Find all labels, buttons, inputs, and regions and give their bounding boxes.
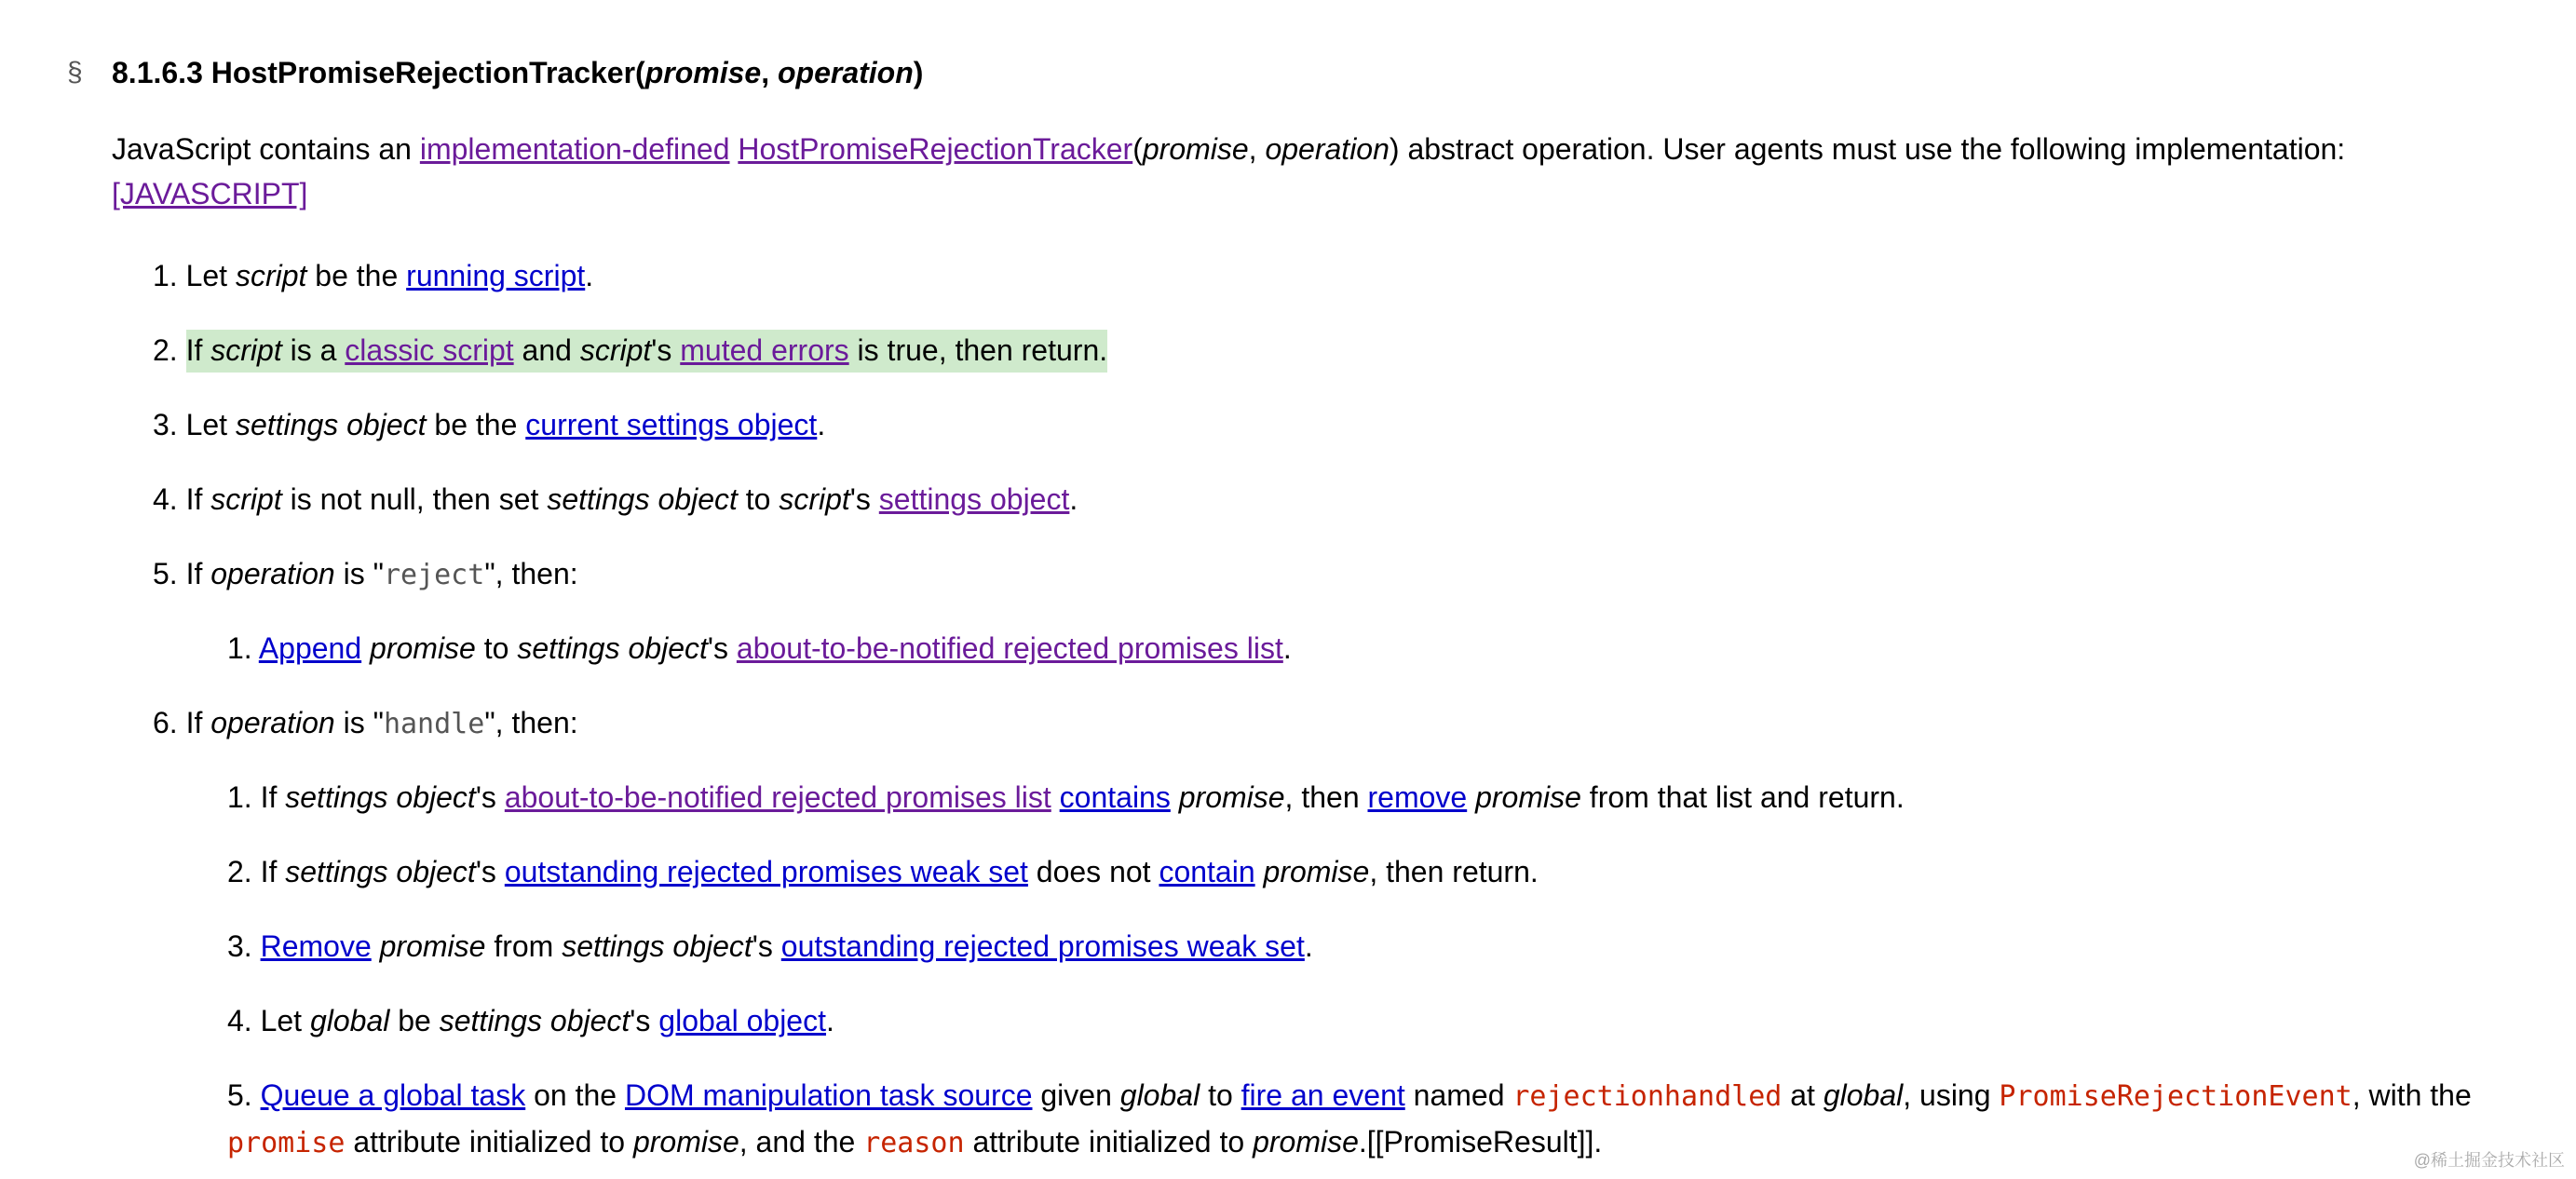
text: 's bbox=[849, 482, 879, 516]
var: operation bbox=[1265, 132, 1390, 166]
var: settings object bbox=[439, 1004, 630, 1037]
intro-paragraph bbox=[112, 127, 2533, 216]
text: named bbox=[1404, 1078, 1513, 1112]
text: ", then: bbox=[484, 557, 578, 590]
link-queue-global-task[interactable]: Queue a global task bbox=[260, 1078, 526, 1112]
var: settings object bbox=[285, 855, 476, 888]
list-item bbox=[227, 849, 1539, 894]
list-item bbox=[227, 1073, 2574, 1166]
var: operation bbox=[210, 557, 335, 590]
heading-name: HostPromiseRejectionTracker( bbox=[210, 56, 645, 89]
var: global bbox=[1823, 1078, 1904, 1112]
list-item bbox=[153, 253, 593, 298]
link-running-script[interactable]: running script bbox=[406, 259, 586, 292]
var: global bbox=[1119, 1078, 1200, 1112]
text: .[[PromiseResult]]. bbox=[1358, 1125, 1603, 1159]
var: script bbox=[210, 482, 282, 516]
list-item bbox=[153, 402, 825, 447]
code-literal: reason bbox=[863, 1127, 965, 1159]
text: ) abstract operation. User agents must use the following implementation: bbox=[1389, 132, 2346, 166]
heading-comma: , bbox=[761, 56, 778, 89]
text: , then return. bbox=[1369, 855, 1539, 888]
text: 's bbox=[630, 1004, 659, 1037]
link-about-to-be-notified-list[interactable]: about-to-be-notified rejected promises list bbox=[736, 631, 1283, 665]
text: . bbox=[825, 1004, 834, 1037]
text: to bbox=[1200, 1078, 1241, 1112]
text bbox=[372, 929, 380, 963]
text: be the bbox=[426, 408, 526, 441]
var: script bbox=[210, 333, 282, 367]
link-global-object[interactable]: global object bbox=[658, 1004, 826, 1037]
text: . bbox=[1069, 482, 1078, 516]
text: is a bbox=[281, 333, 346, 367]
step-number: 2. bbox=[153, 333, 178, 367]
text: . bbox=[1304, 929, 1313, 963]
var: settings object bbox=[562, 929, 752, 963]
text: attribute initialized to bbox=[345, 1125, 633, 1159]
text: from that list and return. bbox=[1580, 780, 1905, 814]
step-number: 2. bbox=[227, 855, 252, 888]
text: If bbox=[260, 780, 286, 814]
text bbox=[1171, 780, 1179, 814]
var: settings object bbox=[285, 780, 476, 814]
watermark: @稀土掘金技术社区 bbox=[2413, 1151, 2565, 1170]
link-classic-script[interactable]: classic script bbox=[345, 333, 514, 367]
var: script bbox=[235, 259, 307, 292]
text: is true, then return. bbox=[848, 333, 1108, 367]
var: promise bbox=[632, 1125, 739, 1159]
text: is " bbox=[334, 557, 384, 590]
text: ", then: bbox=[484, 706, 578, 739]
list-item bbox=[227, 626, 1292, 671]
text: does not bbox=[1027, 855, 1159, 888]
step-number: 5. bbox=[227, 1078, 252, 1112]
list-item bbox=[227, 775, 1905, 820]
section-number: 8.1.6.3 bbox=[112, 56, 203, 89]
link-current-settings-object[interactable]: current settings object bbox=[525, 408, 818, 441]
text: , using bbox=[1903, 1078, 2000, 1112]
step-number: 1. bbox=[227, 631, 252, 665]
code-literal: PromiseRejectionEvent bbox=[1999, 1080, 2352, 1113]
text: from bbox=[485, 929, 563, 963]
text: 's bbox=[475, 855, 505, 888]
text: 's bbox=[475, 780, 505, 814]
link-javascript-ref[interactable]: [JAVASCRIPT] bbox=[112, 177, 308, 210]
text: to bbox=[475, 631, 518, 665]
var: promise bbox=[1263, 855, 1370, 888]
text: , with the bbox=[2352, 1078, 2472, 1112]
step-number: 3. bbox=[153, 408, 178, 441]
text: to bbox=[737, 482, 780, 516]
text: on the bbox=[525, 1078, 625, 1112]
heading-param: promise bbox=[644, 56, 762, 89]
text: If bbox=[260, 855, 286, 888]
code-literal: reject bbox=[383, 559, 485, 591]
list-item bbox=[227, 924, 1313, 969]
list-item bbox=[153, 477, 1078, 522]
link-implementation-defined[interactable]: implementation-defined bbox=[419, 132, 730, 166]
text: If bbox=[185, 333, 211, 367]
var: operation bbox=[210, 706, 335, 739]
link-append[interactable]: Append bbox=[258, 631, 362, 665]
link-dom-manipulation-task-source[interactable]: DOM manipulation task source bbox=[624, 1078, 1033, 1112]
text: 's bbox=[651, 333, 681, 367]
text: , and the bbox=[739, 1125, 864, 1159]
text: . bbox=[1282, 631, 1292, 665]
text: 's bbox=[707, 631, 737, 665]
text: ( bbox=[1132, 132, 1143, 166]
link-fire-an-event[interactable]: fire an event bbox=[1241, 1078, 1405, 1112]
text: If bbox=[185, 482, 211, 516]
var: settings object bbox=[235, 408, 427, 441]
text: , then bbox=[1284, 780, 1368, 814]
section-heading bbox=[112, 50, 923, 95]
link-outstanding-weak-set[interactable]: outstanding rejected promises weak set bbox=[780, 929, 1305, 963]
text: Let bbox=[260, 1004, 310, 1037]
text: , bbox=[1248, 132, 1266, 166]
text: attribute initialized to bbox=[964, 1125, 1254, 1159]
var: promise bbox=[1253, 1125, 1359, 1159]
text: at bbox=[1782, 1078, 1824, 1112]
link-about-to-be-notified-list[interactable]: about-to-be-notified rejected promises list bbox=[504, 780, 1051, 814]
list-item bbox=[153, 551, 578, 598]
link-host-promise-rejection-tracker[interactable]: HostPromiseRejectionTracker bbox=[738, 132, 1133, 166]
link-remove[interactable]: remove bbox=[1367, 780, 1468, 814]
heading-close: ) bbox=[913, 56, 924, 89]
var: promise bbox=[1475, 780, 1581, 814]
text: and bbox=[513, 333, 580, 367]
var: script bbox=[779, 482, 850, 516]
var: promise bbox=[379, 929, 486, 963]
text: given bbox=[1032, 1078, 1120, 1112]
text: be bbox=[389, 1004, 440, 1037]
code-literal: promise bbox=[227, 1127, 346, 1159]
step-number: 1. bbox=[153, 259, 178, 292]
text: Let bbox=[185, 408, 236, 441]
text bbox=[1467, 780, 1475, 814]
text bbox=[1051, 780, 1060, 814]
var: promise bbox=[370, 631, 476, 665]
section-anchor-icon[interactable]: § bbox=[67, 57, 83, 88]
step-number: 3. bbox=[227, 929, 252, 963]
link-remove[interactable]: Remove bbox=[260, 929, 372, 963]
text: If bbox=[185, 706, 211, 739]
text bbox=[361, 631, 370, 665]
var: settings object bbox=[547, 482, 738, 516]
text: . bbox=[817, 408, 826, 441]
text: be the bbox=[306, 259, 407, 292]
list-item bbox=[227, 998, 834, 1043]
highlighted-text bbox=[186, 330, 1108, 373]
var: promise bbox=[1142, 132, 1249, 166]
step-number: 6. bbox=[153, 706, 178, 739]
text: JavaScript contains an bbox=[112, 132, 420, 166]
text bbox=[1255, 855, 1264, 888]
text: . bbox=[585, 259, 594, 292]
link-muted-errors[interactable]: muted errors bbox=[680, 333, 849, 367]
link-settings-object[interactable]: settings object bbox=[878, 482, 1070, 516]
step-number: 4. bbox=[153, 482, 178, 516]
code-literal: rejectionhandled bbox=[1512, 1080, 1783, 1113]
text: If bbox=[185, 557, 211, 590]
link-outstanding-weak-set[interactable]: outstanding rejected promises weak set bbox=[504, 855, 1028, 888]
var: settings object bbox=[517, 631, 708, 665]
step-number: 1. bbox=[227, 780, 252, 814]
list-item bbox=[153, 700, 578, 747]
var: promise bbox=[1178, 780, 1285, 814]
text: is " bbox=[334, 706, 384, 739]
text: is not null, then set bbox=[281, 482, 548, 516]
code-literal: handle bbox=[383, 708, 485, 740]
step-number: 5. bbox=[153, 557, 178, 590]
text: Let bbox=[185, 259, 236, 292]
step-number: 4. bbox=[227, 1004, 252, 1037]
var: global bbox=[309, 1004, 390, 1037]
heading-param: operation bbox=[777, 56, 914, 89]
text: 's bbox=[752, 929, 781, 963]
list-item bbox=[153, 328, 1107, 373]
link-contains[interactable]: contains bbox=[1059, 780, 1171, 814]
link-contain[interactable]: contain bbox=[1159, 855, 1255, 888]
var: script bbox=[579, 333, 652, 367]
